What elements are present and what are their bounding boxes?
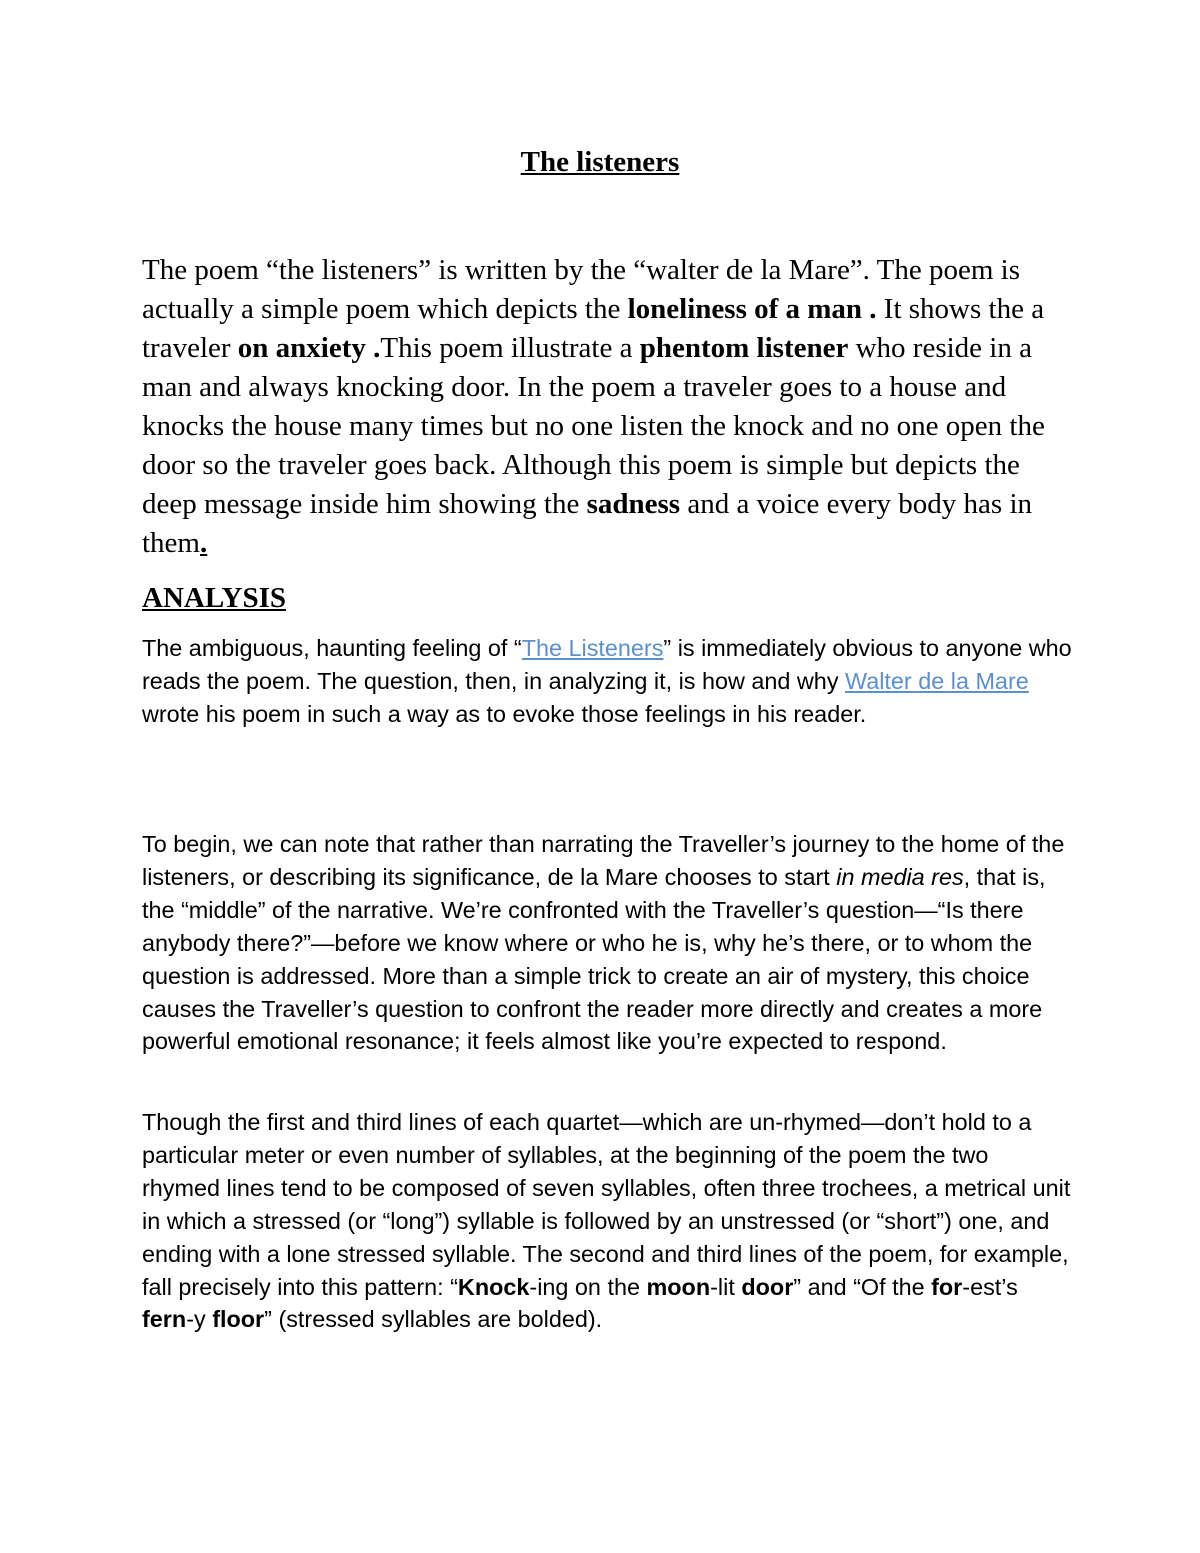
p3-bold-syllable: door (741, 1273, 794, 1300)
analysis-paragraph-2 (142, 828, 1072, 1058)
intro-paragraph (142, 251, 1062, 563)
p3-text: Though the first and third lines of each quartet—which are un-rhymed—don’t hold to a particular meter or even number of syllables, at the beginning of the poem the two rhymed lines tend to be composed of seven syllables, often three trochees, a metrical unit in which a stressed (or “long”) syllable is followed by an unstressed (or “short”) one, and ending with a lone stressed syllable. The second and third lines of the poem, for example, fall precisely into this pattern: “ (142, 1109, 1071, 1300)
p3-text: ” (stressed syllables are bolded). (264, 1306, 603, 1333)
walter-de-la-mare-link[interactable]: Walter de la Mare (845, 667, 1029, 694)
p2-italic-in-media-res: in media res (836, 863, 964, 890)
p3-bold-syllable: for (931, 1273, 963, 1300)
p1-text: ” is immediately obvious to anyone who reads the poem. The question, then, in analyzing it, is how and why (142, 635, 1072, 694)
document-title: The listeners (520, 146, 680, 178)
intro-text: This poem illustrate a (380, 332, 640, 364)
p1-text: The ambiguous, haunting feeling of “ (142, 635, 522, 661)
intro-bold-sadness: sadness (586, 488, 681, 520)
intro-text: The poem “the listeners” is written by the “walter de la Mare”. The poem is actually a simple poem which depicts the (142, 254, 1021, 325)
p3-bold-syllable: moon (646, 1273, 711, 1300)
p3-bold-syllable: floor (212, 1306, 265, 1333)
intro-text: and a voice every body has in them (142, 488, 1033, 559)
intro-text: who reside in a man and always knocking door. In the poem a traveler goes to a house and knocks the house many times but no one listen the knock and no one open the door so the traveler goes back. Although this poem is simple but depicts the deep message inside him showing the (142, 332, 1045, 520)
analysis-paragraph-1 (142, 632, 1072, 731)
intro-bold-phentom: phentom listener (639, 332, 849, 364)
p2-text: To begin, we can note that rather than narrating the Traveller’s journey to the home of the listeners, or describing its significance, de la Mare chooses to start (142, 831, 1065, 890)
the-listeners-link[interactable]: The Listeners (521, 635, 664, 661)
intro-bold-anxiety: on anxiety (237, 332, 366, 364)
intro-bold-period: . (365, 332, 381, 364)
p3-bold-syllable: fern (142, 1306, 187, 1333)
intro-text: It shows the a traveler (142, 293, 1045, 364)
p3-text: -y (186, 1306, 213, 1333)
intro-bold-loneliness: loneliness of a man . (627, 293, 877, 325)
p1-text: wrote his poem in such a way as to evoke those feelings in his reader. (142, 700, 867, 727)
intro-final-period: . (200, 527, 208, 559)
analysis-paragraph-3 (142, 1106, 1072, 1336)
analysis-heading: ANALYSIS (142, 582, 286, 614)
p2-text: , that is, the “middle” of the narrative. We’re confronted with the Traveller’s question—“Is there anybody there?”—before we know where or who he is, why he’s there, or to whom the question is addressed. More than a simple trick to create an air of mystery, this choice causes the Traveller’s question to confront the reader more directly and creates a more powerful emotional resonance; it feels almost like you’re expected to respond. (142, 863, 1046, 1055)
p3-text: -est’s (962, 1273, 1018, 1300)
p3-bold-syllable: Knock (457, 1273, 530, 1300)
p3-text: -lit (710, 1273, 742, 1300)
p3-text: ” and “Of the (793, 1273, 932, 1300)
p3-text: -ing on the (529, 1273, 647, 1300)
